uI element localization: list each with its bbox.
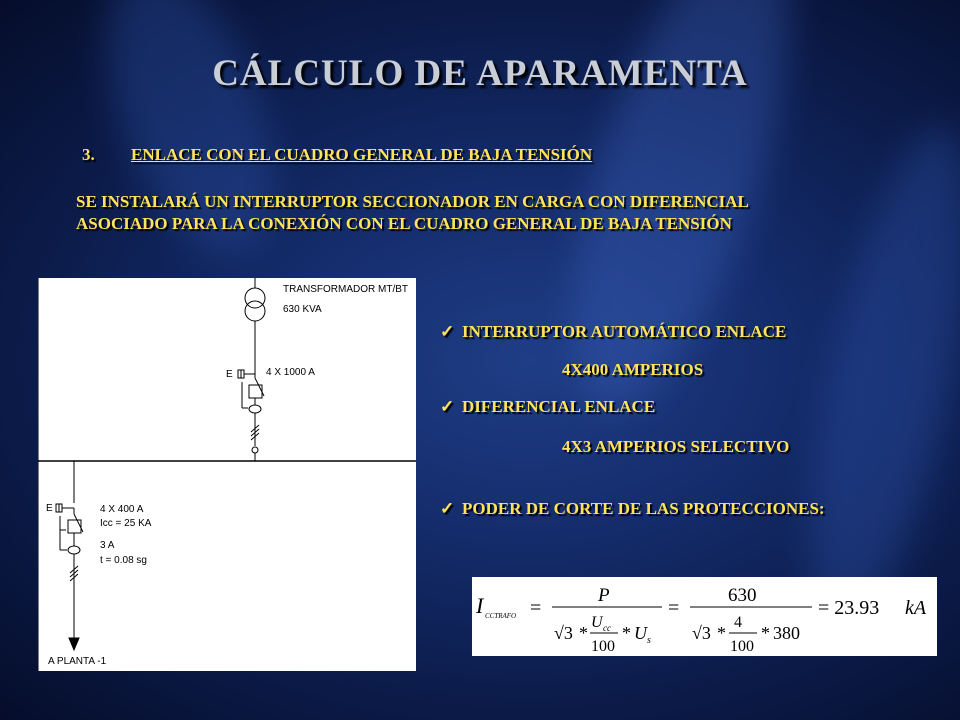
page-title: CÁLCULO DE APARAMENTA xyxy=(212,53,748,94)
short-circuit-current: Icc = 25 KA xyxy=(100,518,152,529)
formula-times: * xyxy=(717,623,726,643)
formula-times: * xyxy=(579,623,588,643)
check-icon: ✓ xyxy=(440,499,455,518)
formula-times: * xyxy=(761,623,770,643)
transformer-rating: 630 KVA xyxy=(283,304,322,315)
section-title: ENLACE CON EL CUADRO GENERAL DE BAJA TENSIÓN xyxy=(131,145,593,164)
formula-num2: 630 xyxy=(728,585,757,606)
formula-lhs-sub: CCTRAFO xyxy=(485,612,517,620)
formula-sqrt3: √3 xyxy=(692,623,711,643)
diagram-svg xyxy=(38,278,416,671)
paragraph-line: ASOCIADO PARA LA CONEXIÓN CON EL CUADRO GENERAL DE BAJA TENSIÓN xyxy=(76,214,732,233)
formula-eq2: = xyxy=(668,597,680,619)
formula-ucc: U xyxy=(591,614,603,631)
check-icon: ✓ xyxy=(440,322,455,341)
bottom-breaker-rating: 4 X 400 A xyxy=(100,504,144,515)
earth-label-bottom: E xyxy=(46,503,53,514)
description-paragraph xyxy=(76,191,946,235)
bullet-value: 4X400 AMPERIOS xyxy=(562,360,704,379)
bullet-item xyxy=(440,397,655,417)
bullet-title: INTERRUPTOR AUTOMÁTICO ENLACE xyxy=(462,322,787,341)
formula-svg xyxy=(472,577,937,656)
formula-four: 4 xyxy=(734,614,742,631)
section-number: 3. xyxy=(82,145,95,164)
trip-time: t = 0.08 sg xyxy=(100,555,147,566)
electrical-diagram xyxy=(38,278,416,671)
transformer-label: TRANSFORMADOR MT/BT xyxy=(283,284,408,295)
bullet-item xyxy=(440,499,825,519)
formula-sqrt3: √3 xyxy=(554,623,573,643)
paragraph-line: SE INSTALARÁ UN INTERRUPTOR SECCIONADOR EN CARGA CON DIFERENCIAL xyxy=(76,192,749,211)
formula-hundred: 100 xyxy=(591,638,615,655)
formula-hundred: 100 xyxy=(730,638,754,655)
earth-label-top: E xyxy=(226,369,233,380)
formula-unit: kA xyxy=(905,597,927,619)
differential-sensitivity: 3 A xyxy=(100,540,115,551)
bullet-title: DIFERENCIAL ENLACE xyxy=(462,397,656,416)
bullet-value: 4X3 AMPERIOS SELECTIVO xyxy=(562,437,790,456)
formula-ucc-sub: cc xyxy=(603,623,611,633)
formula-eq1: = xyxy=(530,597,542,619)
formula-lhs: I xyxy=(476,593,484,618)
bullet-item xyxy=(440,322,786,342)
check-icon: ✓ xyxy=(440,397,455,416)
formula-voltage: 380 xyxy=(773,623,800,643)
feeder-label: A PLANTA -1 xyxy=(48,656,107,667)
formula-us-sub: s xyxy=(647,635,651,646)
formula-times: * xyxy=(622,623,631,643)
formula-box xyxy=(472,577,937,656)
formula-us: U xyxy=(634,623,647,643)
top-breaker-rating: 4 X 1000 A xyxy=(266,367,315,378)
formula-result: = 23.93 xyxy=(818,597,880,619)
formula-num1: P xyxy=(598,585,610,606)
bullet-title: PODER DE CORTE DE LAS PROTECCIONES: xyxy=(462,499,825,518)
